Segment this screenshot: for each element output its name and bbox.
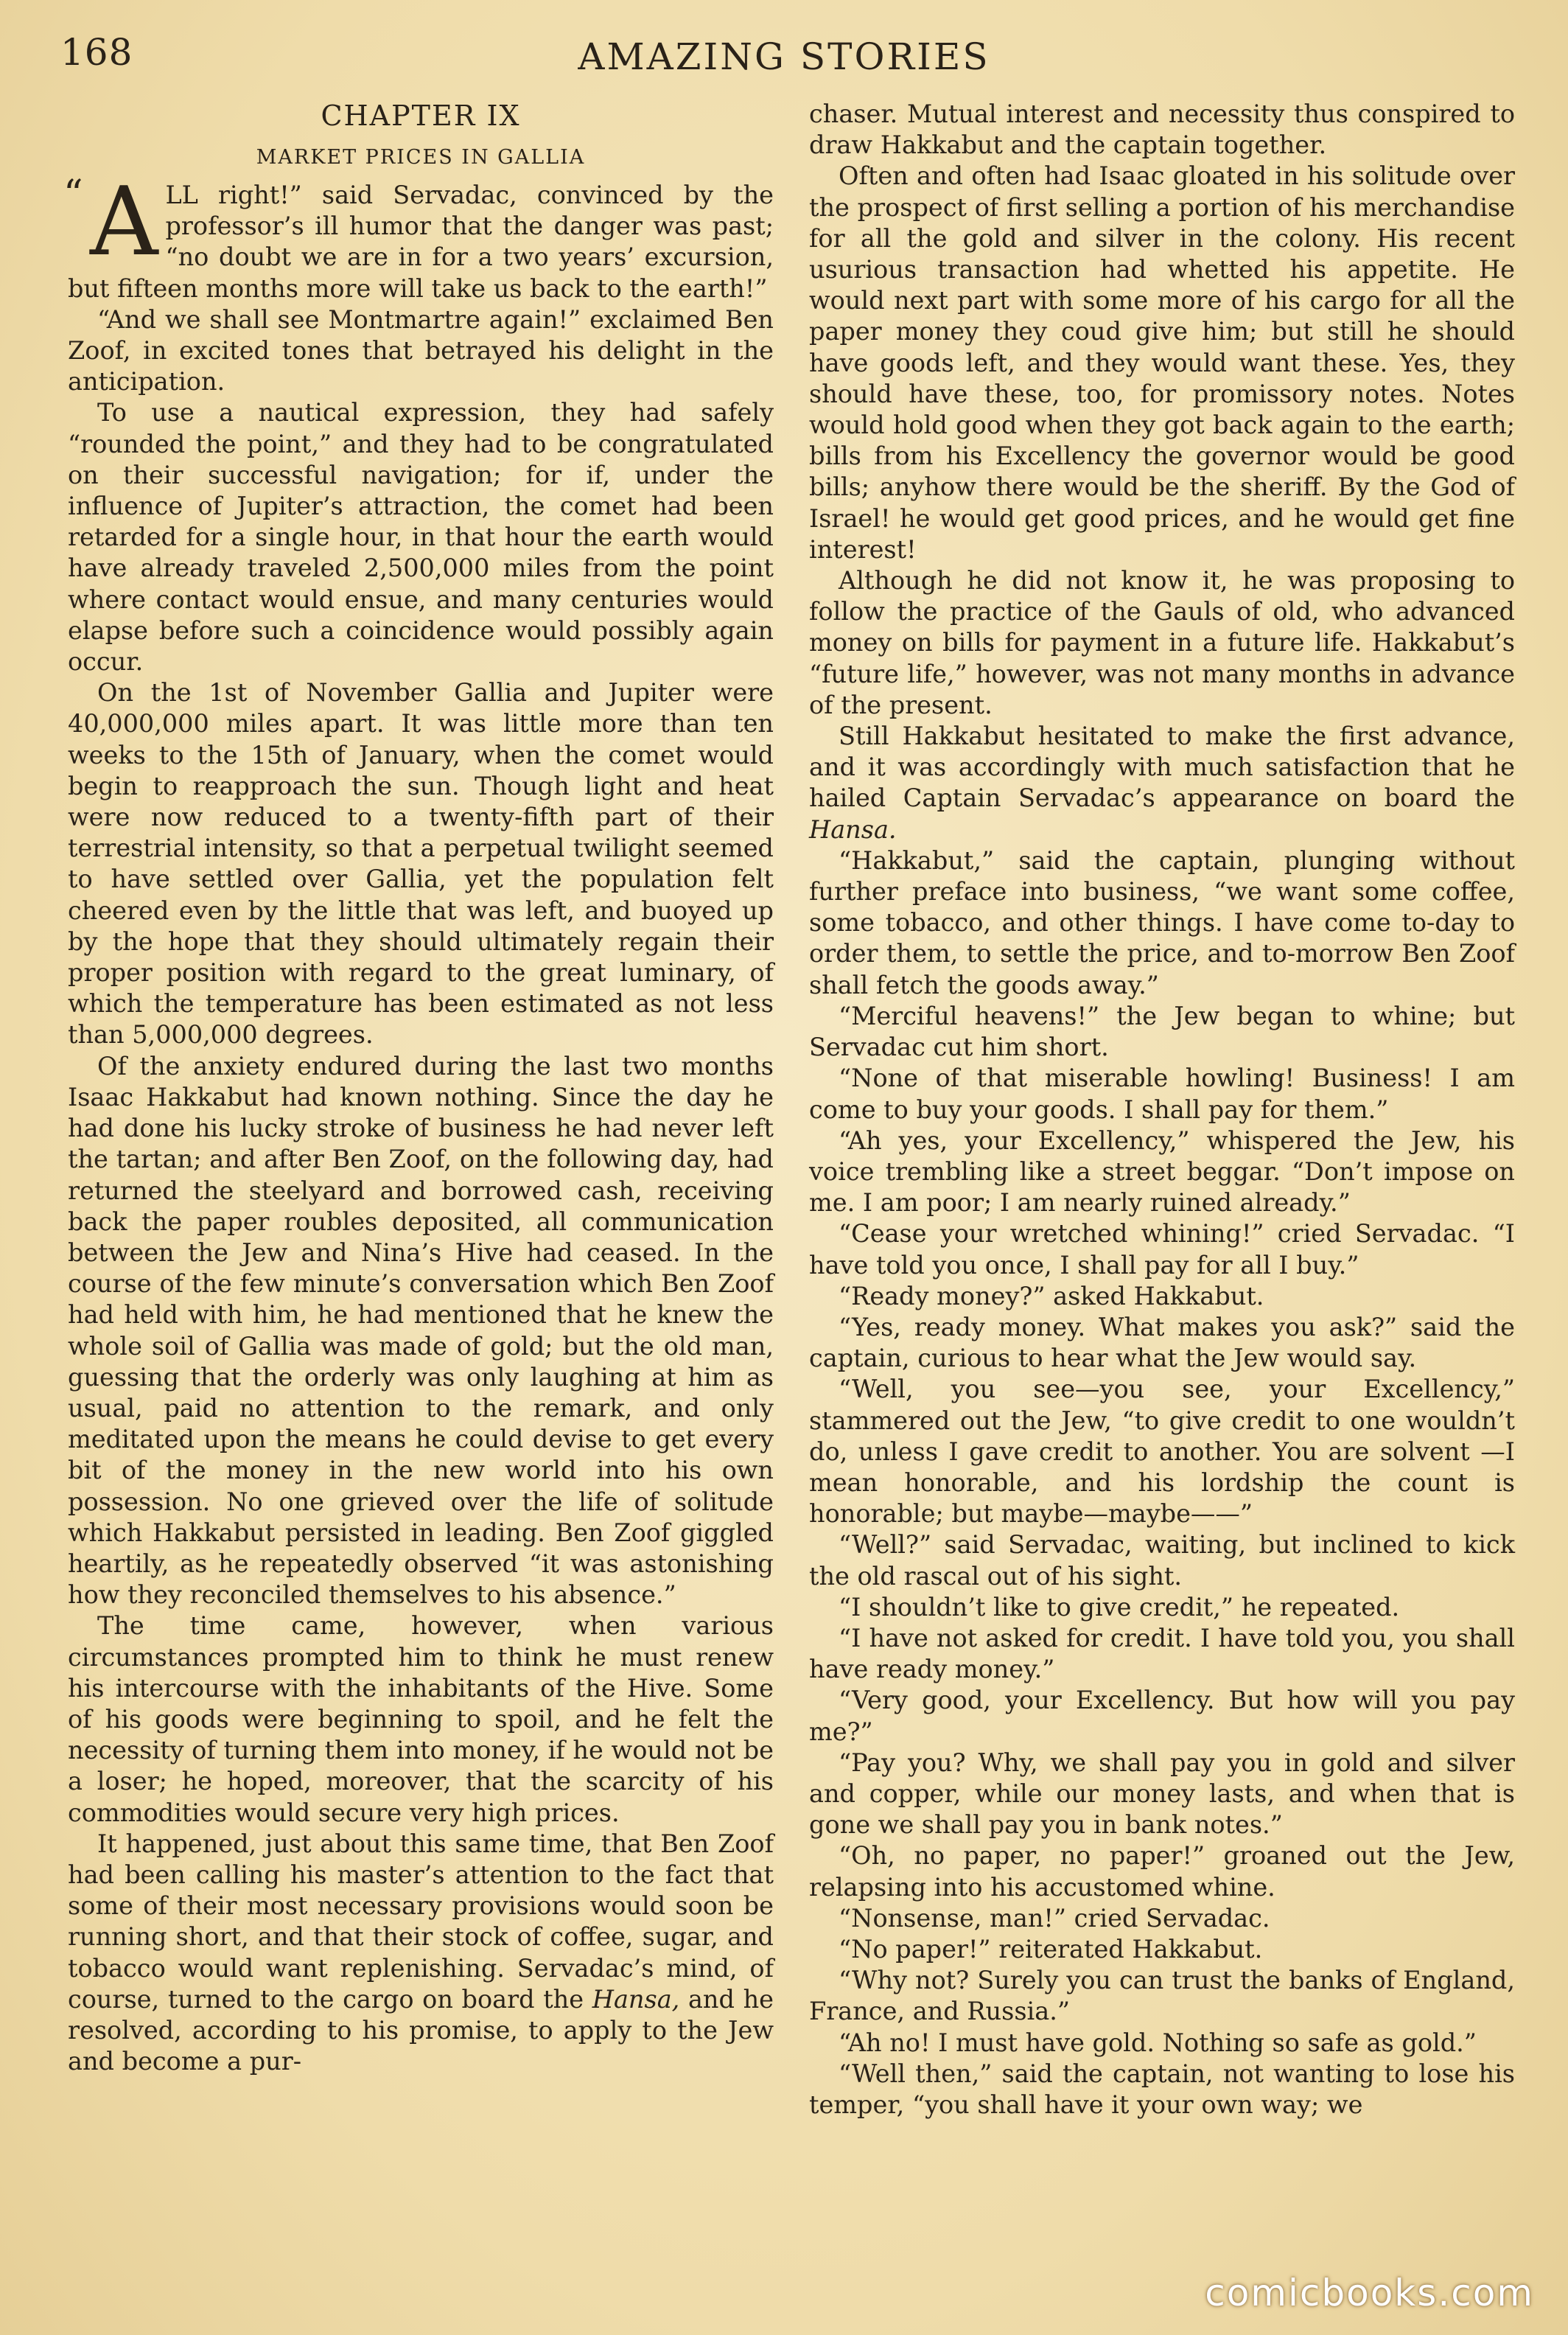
paragraph: “Nonsense, man!” cried Servadac. xyxy=(839,1903,1270,1933)
running-head: AMAZING STORIES xyxy=(578,35,990,78)
paragraph: “Pay you? Why, we shall pay you in gold and silver and copper, while our money lasts, and when that is gone we shall pay you in bank notes.” xyxy=(809,1748,1515,1840)
paragraph: “None of that miserable howling! Business! I am come to buy your goods. I shall pay for them.” xyxy=(809,1064,1515,1124)
text-run: Still Hakkabut hesitated to make the first advance, and it was accordingly with much satisfaction that he hailed Captain Servadac’s appearance on board the xyxy=(809,722,1515,813)
paragraph: Often and often had Isaac gloated in his solitude over the prospect of first selling a portion of his merchandise for all the gold and silver in the colony. His recent usurious transaction had whetted his appetite. He would next part with some more of his cargo for all the paper money they coud give him; but still he should have goods left, and they would want these. Yes, they should have these, too, for promissory notes. Notes would hold good when they got back again to the earth; bills from his Excellency the governor would be good bills; anyhow there would be the sheriff. By the God of Israel! he would get good prices, and he would get fine interest! xyxy=(809,161,1515,564)
paragraph: “Merciful heavens!” the Jew began to whine; but Servadac cut him short. xyxy=(809,1001,1515,1062)
paragraph: Although he did not know it, he was proposing to follow the practice of the Gauls of old, who advanced money on bills for payment in a future life. Hakkabut’s “future life,” however, was not many months in advance of the present. xyxy=(809,566,1515,719)
paragraph: “No paper!” reiterated Hakkabut. xyxy=(839,1934,1263,1964)
paragraph xyxy=(68,1829,774,2078)
watermark: comicbooks.com xyxy=(1205,2272,1534,2314)
opening-paragraph xyxy=(63,167,774,304)
paragraph: “I shouldn’t like to give credit,” he repeated. xyxy=(839,1592,1400,1622)
drop-cap: A xyxy=(90,167,158,277)
right-column xyxy=(809,99,1515,2121)
paragraph: “Well then,” said the captain, not wanting to lose his temper, “you shall have it your own way; we xyxy=(809,2059,1515,2119)
paragraph: On the 1st of November Gallia and Jupiter were 40,000,000 miles apart. It was little more than ten weeks to the 15th of January, when the comet would begin to reapproach the sun. Though light and heat were now reduced to a twenty-fifth part of their terrestrial intensity, so that a perpetual twilight seemed to have settled over Gallia, yet the population felt cheered even by the little that was left, and buoyed up by the hope that they should ultimately regain their proper position with regard to the great luminary, of which the temperature has been estimated as not less than 5,000,000 degrees. xyxy=(68,678,774,1050)
left-column xyxy=(63,93,774,2077)
paragraph: chaser. Mutual interest and necessity thus conspired to draw Hakkabut and the captain together. xyxy=(809,100,1515,160)
text-run: and he resolved, according to his promise, to apply to the Jew and become a pur- xyxy=(68,1984,774,2076)
paragraph: The time came, however, when various circumstances prompted him to think he must renew his intercourse with the inhabitants of the Hive. Some of his goods were beginning to spoil, and he felt the necessity of turning them into money, if he would not be a loser; he hoped, moreover, that the scarcity of his commodities would secure very high prices. xyxy=(68,1611,774,1827)
paragraph: “Yes, ready money. What makes you ask?” said the captain, curious to hear what the Jew would say. xyxy=(809,1312,1515,1373)
paragraph: “Oh, no paper, no paper!” groaned out the Jew, relapsing into his accustomed whine. xyxy=(809,1841,1515,1902)
paragraph: “And we shall see Montmartre again!” exclaimed Ben Zoof, in excited tones that betrayed his delight in the anticipation. xyxy=(68,304,774,397)
paragraph: “Ah no! I must have gold. Nothing so safe as gold.” xyxy=(839,2028,1477,2057)
text-run: It happened, just about this same time, that Ben Zoof had been calling his master’s attention to the fact that some of their most necessary provisions would soon be running short, and that their stock of coffee, sugar, and tobacco would want replenishing. Servadac’s mind, of course, turned to the cargo on board the xyxy=(68,1829,774,2014)
chapter-title: CHAPTER IX xyxy=(321,100,521,132)
paragraph: “Cease your wretched whining!” cried Servadac. “I have told you once, I shall pay for all I buy.” xyxy=(809,1219,1515,1280)
opening-quote-mark: “ xyxy=(63,172,83,217)
paragraph: To use a nautical expression, they had safely “rounded the point,” and they had to be congratulated on their successful navigation; for if, under the influence of Jupiter’s attraction, the comet had been retarded for a single hour, in that hour the earth would have already traveled 2,500,000 miles from the point where contact would ensue, and many centuries would elapse before such a coincidence would possibly again occur. xyxy=(68,398,774,677)
paragraph: Of the anxiety endured during the last two months Isaac Hakkabut had known nothing. Since the day he had done his lucky stroke of business he had never left the tartan; and after Ben Zoof, on the following day, had returned the steelyard and borrowed cash, receiving back the paper roubles deposited, all communication between the Jew and Nina’s Hive had ceased. In the course of the few minute’s conversation which Ben Zoof had held with him, he had mentioned that he knew the whole soil of Gallia was made of gold; but the old man, guessing that the orderly was only laughing at him as usual, paid no attention to the remark, and only meditated upon the means he could devise to get every bit of the money in the new world into his own possession. No one grieved over the life of solitude which Hakkabut persisted in leading. Ben Zoof giggled heartily, as he repeatedly observed “it was astonishing how they reconciled themselves to his absence.” xyxy=(68,1051,774,1610)
paragraph: “Ah yes, your Excellency,” whispered the Jew, his voice trembling like a street beggar. “Don’t impose on me. I am poor; I am nearly ruined already.” xyxy=(809,1125,1515,1218)
paragraph: “Well, you see—you see, your Excellency,” stammered out the Jew, “to give credit to one wouldn’t do, unless I gave credit to another. You are solvent —I mean honorable, and his lordship the count is honorable; but maybe—maybe——” xyxy=(809,1375,1515,1529)
paragraph: “Why not? Surely you can trust the banks of England, France, and Russia.” xyxy=(809,1966,1515,2026)
paragraph: “Hakkabut,” said the captain, plunging without further preface into business, “we want some coffee, some tobacco, and other things. I have come to-day to order them, to settle the price, and to-morrow Ben Zoof shall fetch the goods away.” xyxy=(809,845,1515,999)
ship-name: Hansa, xyxy=(592,1984,680,2014)
paragraph: “Very good, your Excellency. But how will you pay me?” xyxy=(809,1686,1515,1746)
paragraph: “I have not asked for credit. I have told you, you shall have ready money.” xyxy=(809,1623,1515,1684)
ship-name: Hansa. xyxy=(809,814,897,844)
paragraph: “Well?” said Servadac, waiting, but inclined to kick the old rascal out of his sight. xyxy=(809,1530,1515,1591)
chapter-subtitle: MARKET PRICES IN GALLIA xyxy=(256,146,586,169)
paragraph: “Ready money?” asked Hakkabut. xyxy=(839,1281,1264,1310)
paragraph: LL right!” said Servadac, convinced by the professor’s ill humor that the danger was past; “no doubt we are in for a two years’ excursion, but fifteen months more will take us back to the earth!” xyxy=(68,181,774,303)
paragraph xyxy=(809,721,1515,845)
page-number: 168 xyxy=(60,31,133,74)
